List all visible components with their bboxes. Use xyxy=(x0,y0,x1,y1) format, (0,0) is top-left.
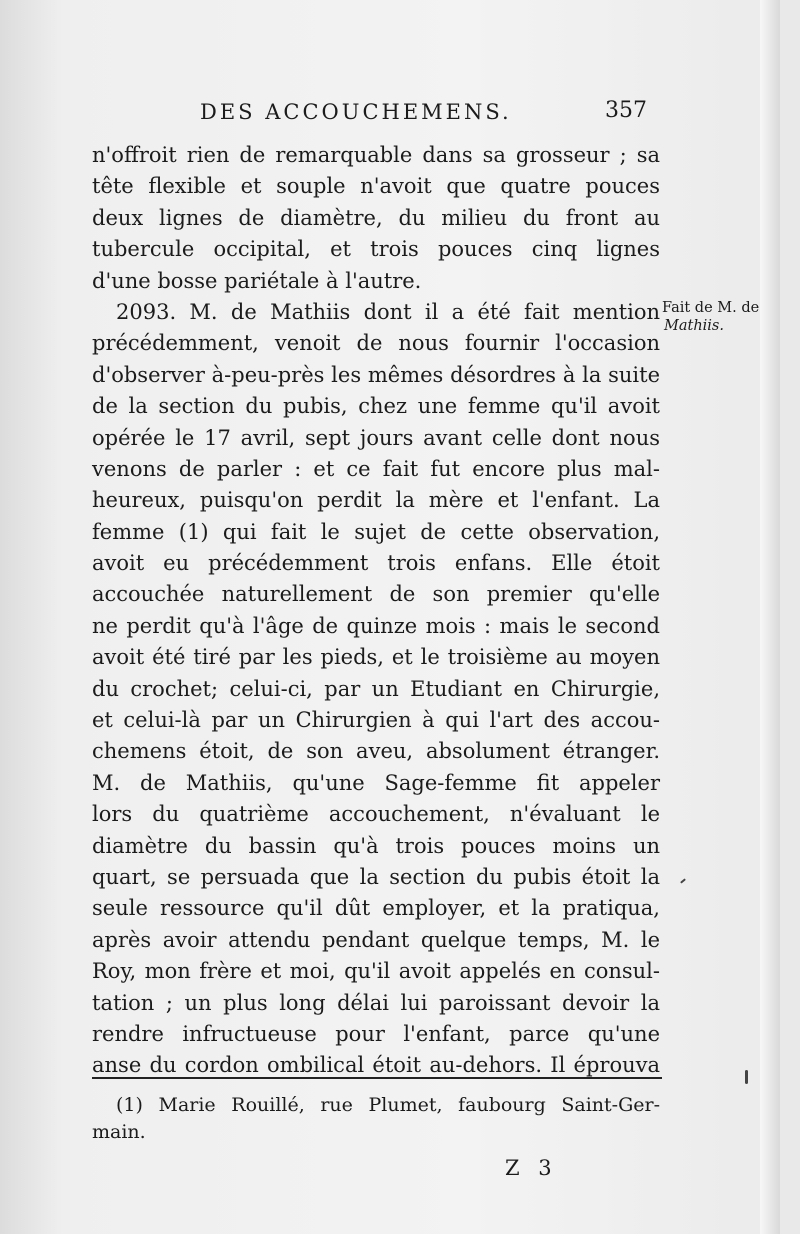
text-line: venons de parler : et ce fait fut encore plus mal- xyxy=(92,456,660,481)
body-text xyxy=(92,140,660,1082)
text-line: femme (1) qui fait le sujet de cette observation, xyxy=(92,519,660,544)
text-line: diamètre du bassin qu'à trois pouces moins un xyxy=(92,833,660,858)
paragraph-start: 2093. M. de Mathiis dont il a été fait mention xyxy=(116,299,660,324)
text-line: opérée le 17 avril, sept jours avant celle dont nous xyxy=(92,425,660,450)
text-line: Roy, mon frère et moi, qu'il avoit appelés en consul- xyxy=(92,959,660,984)
text-line: lors du quatrième accouchement, n'évaluant le xyxy=(92,802,660,827)
text-line: seule ressource qu'il dût employer, et la pratiqua, xyxy=(92,896,660,921)
ink-speck xyxy=(745,1070,748,1084)
text-line: M. de Mathiis, qu'une Sage-femme fit appeler xyxy=(92,770,660,795)
text-line: de la section du pubis, chez une femme qu'il avoit xyxy=(92,394,660,419)
signature-mark: Z 3 xyxy=(505,1156,558,1180)
margin-note-line: Fait de M. de xyxy=(662,300,760,316)
text-line: ne perdit qu'à l'âge de quinze mois : mais le second xyxy=(92,613,660,638)
text-line: précédemment, venoit de nous fournir l'occasion xyxy=(92,331,660,356)
text-line: rendre infructueuse pour l'enfant, parce qu'une xyxy=(92,1021,660,1046)
margin-note xyxy=(662,299,782,335)
text-line: anse du cordon ombilical étoit au-dehors. Il éprouva xyxy=(92,1053,660,1078)
text-line: avoit été tiré par les pieds, et le troisième au moyen xyxy=(92,645,660,670)
footnote-line: (1) Marie Rouillé, rue Plumet, faubourg Saint-Ger- xyxy=(116,1094,660,1116)
running-title: DES ACCOUCHEMENS. xyxy=(200,100,512,124)
text-line: d'observer à-peu-près les mêmes désordres à la suite xyxy=(92,362,660,387)
text-line: n'offroit rien de remarquable dans sa grosseur ; sa xyxy=(92,143,660,167)
text-line: accouchée naturellement de son premier qu'elle xyxy=(92,582,660,607)
text-line: du crochet; celui-ci, par un Etudiant en Chirurgie, xyxy=(92,676,660,701)
page-edge xyxy=(760,0,780,1234)
text-line: avoit eu précédemment trois enfans. Elle étoit xyxy=(92,551,660,576)
text-line: d'une bosse pariétale à l'autre. xyxy=(92,268,422,293)
footnote-line: main. xyxy=(92,1121,146,1143)
text-line: tation ; un plus long délai lui paroissant devoir la xyxy=(92,990,660,1015)
text-line: quart, se persuada que la section du pubis étoit la xyxy=(92,864,660,889)
text-line: tête flexible et souple n'avoit que quatre pouces xyxy=(92,174,660,199)
text-line: tubercule occipital, et trois pouces cinq lignes xyxy=(92,237,660,262)
text-line: et celui-là par un Chirurgien à qui l'art des accou- xyxy=(92,708,660,733)
text-line: chemens étoit, de son aveu, absolument étranger. xyxy=(92,739,660,764)
footnote xyxy=(92,1092,660,1146)
footnote-rule xyxy=(92,1077,662,1079)
text-line: après avoir attendu pendant quelque temps, M. le xyxy=(92,927,660,952)
ink-speck xyxy=(680,878,686,883)
page-number: 357 xyxy=(605,98,647,123)
margin-note-line: Mathiis. xyxy=(664,318,724,334)
text-line: heureux, puisqu'on perdit la mère et l'enfant. La xyxy=(92,488,660,513)
text-line: deux lignes de diamètre, du milieu du front au xyxy=(92,205,660,230)
